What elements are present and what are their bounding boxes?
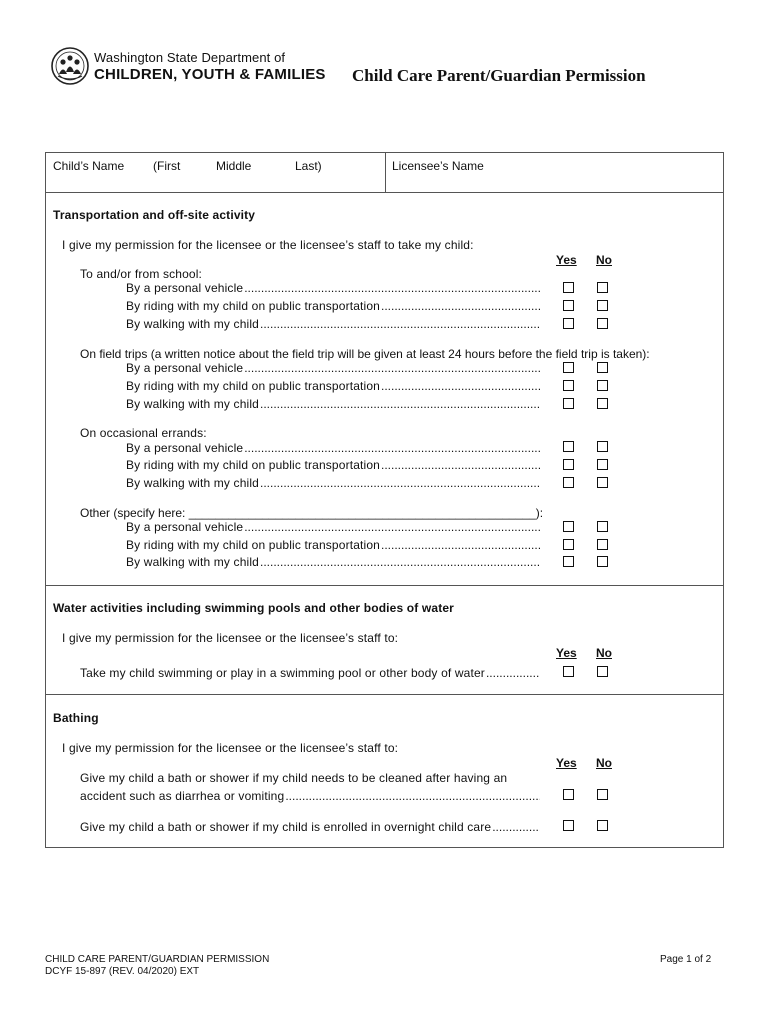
no-column-header: No [596,756,612,770]
yes-column-header: Yes [556,253,577,267]
option-label: By riding with my child on public transportation [126,538,380,552]
option-label: By a personal vehicle [126,361,244,375]
field-walk-no-checkbox[interactable] [597,398,608,409]
errand-walk-no-checkbox[interactable] [597,477,608,488]
field-trip-group-label: On field trips (a written notice about the field trip will be given at least 24 hours before the field trip is taken): [80,347,650,361]
errand-walk-yes-checkbox[interactable] [563,477,574,488]
agency-logo [50,44,326,90]
water-section-title: Water activities including swimming pools and other bodies of water [53,601,454,615]
option-label: accident such as diarrhea or vomiting [80,789,285,803]
bathing-section-title: Bathing [53,711,99,725]
errands-group-label: On occasional errands: [80,426,207,440]
other-vehicle-row [126,520,540,536]
option-label: By riding with my child on public transportation [126,299,380,313]
school-walk-no-checkbox[interactable] [597,318,608,329]
licensee-name-label: Licensee’s Name [392,159,484,173]
agency-name-line1: Washington State Department of [94,50,286,65]
last-name-label: Last) [295,159,322,173]
bath-overnight-no-checkbox[interactable] [597,820,608,831]
errand-public-row [126,458,540,474]
no-column-header: No [596,253,612,267]
bath-overnight-yes-checkbox[interactable] [563,820,574,831]
option-label: By walking with my child [126,555,259,569]
option-label: By a personal vehicle [126,441,244,455]
yes-column-header: Yes [556,646,577,660]
option-label: By riding with my child on public transportation [126,458,380,472]
other-vehicle-yes-checkbox[interactable] [563,521,574,532]
errand-vehicle-row [126,441,540,457]
name-row [46,153,723,193]
school-public-row [126,299,540,315]
yes-column-header: Yes [556,756,577,770]
section-divider [46,585,723,586]
footer-form-name: CHILD CARE PARENT/GUARDIAN PERMISSION [45,954,270,965]
option-label: By walking with my child [126,397,259,411]
field-vehicle-no-checkbox[interactable] [597,362,608,373]
field-walk-yes-checkbox[interactable] [563,398,574,409]
other-public-no-checkbox[interactable] [597,539,608,550]
bath-accident-no-checkbox[interactable] [597,789,608,800]
transport-intro: I give my permission for the licensee or the licensee’s staff to take my child: [62,238,474,252]
option-label: By walking with my child [126,476,259,490]
bath-overnight-row [80,820,540,836]
name-divider [385,153,386,192]
school-group-label: To and/or from school: [80,267,203,281]
document-title: Child Care Parent/Guardian Permission [352,66,646,85]
field-vehicle-row [126,361,540,377]
water-intro: I give my permission for the licensee or the licensee’s staff to: [62,631,399,645]
middle-name-label: Middle [216,159,252,173]
field-public-row [126,379,540,395]
section-divider [46,694,723,695]
errand-vehicle-no-checkbox[interactable] [597,441,608,452]
bath-accident-yes-checkbox[interactable] [563,789,574,800]
errand-public-yes-checkbox[interactable] [563,459,574,470]
school-vehicle-yes-checkbox[interactable] [563,282,574,293]
option-label: Take my child swimming or play in a swimming pool or other body of water [80,666,485,680]
bath-accident-line1: Give my child a bath or shower if my child needs to be cleaned after having an [80,771,508,785]
dcyf-family-seal-icon [50,46,90,86]
agency-name-line2: CHILDREN, YOUTH & FAMILIES [94,66,326,83]
no-column-header: No [596,646,612,660]
school-vehicle-row [126,281,540,297]
option-label: Give my child a bath or shower if my child is enrolled in overnight child care [80,820,492,834]
other-public-row [126,538,540,554]
school-vehicle-no-checkbox[interactable] [597,282,608,293]
first-name-label: (First [153,159,181,173]
option-label: By a personal vehicle [126,520,244,534]
field-vehicle-yes-checkbox[interactable] [563,362,574,373]
swimming-row [80,666,540,682]
other-walk-yes-checkbox[interactable] [563,556,574,567]
school-public-no-checkbox[interactable] [597,300,608,311]
school-public-yes-checkbox[interactable] [563,300,574,311]
school-walk-row [126,317,540,333]
footer-form-number: DCYF 15-897 (REV. 04/2020) EXT [45,966,200,977]
school-walk-yes-checkbox[interactable] [563,318,574,329]
swimming-no-checkbox[interactable] [597,666,608,677]
other-public-yes-checkbox[interactable] [563,539,574,550]
errand-vehicle-yes-checkbox[interactable] [563,441,574,452]
option-label: By riding with my child on public transportation [126,379,380,393]
page-number: Page 1 of 2 [660,954,712,965]
option-label: By walking with my child [126,317,259,331]
other-walk-row [126,555,540,571]
swimming-yes-checkbox[interactable] [563,666,574,677]
other-specify-field[interactable]: Other (specify here: ____________________________________________________): [80,506,544,520]
bathing-intro: I give my permission for the licensee or the licensee’s staff to: [62,741,399,755]
transport-section-title: Transportation and off-site activity [53,208,256,222]
footer-form-info [45,954,269,978]
option-label: By a personal vehicle [126,281,244,295]
errand-walk-row [126,476,540,492]
field-walk-row [126,397,540,413]
errand-public-no-checkbox[interactable] [597,459,608,470]
bath-accident-row [80,789,540,805]
other-vehicle-no-checkbox[interactable] [597,521,608,532]
field-public-no-checkbox[interactable] [597,380,608,391]
field-public-yes-checkbox[interactable] [563,380,574,391]
child-name-label: Child’s Name [53,159,125,173]
other-walk-no-checkbox[interactable] [597,556,608,567]
